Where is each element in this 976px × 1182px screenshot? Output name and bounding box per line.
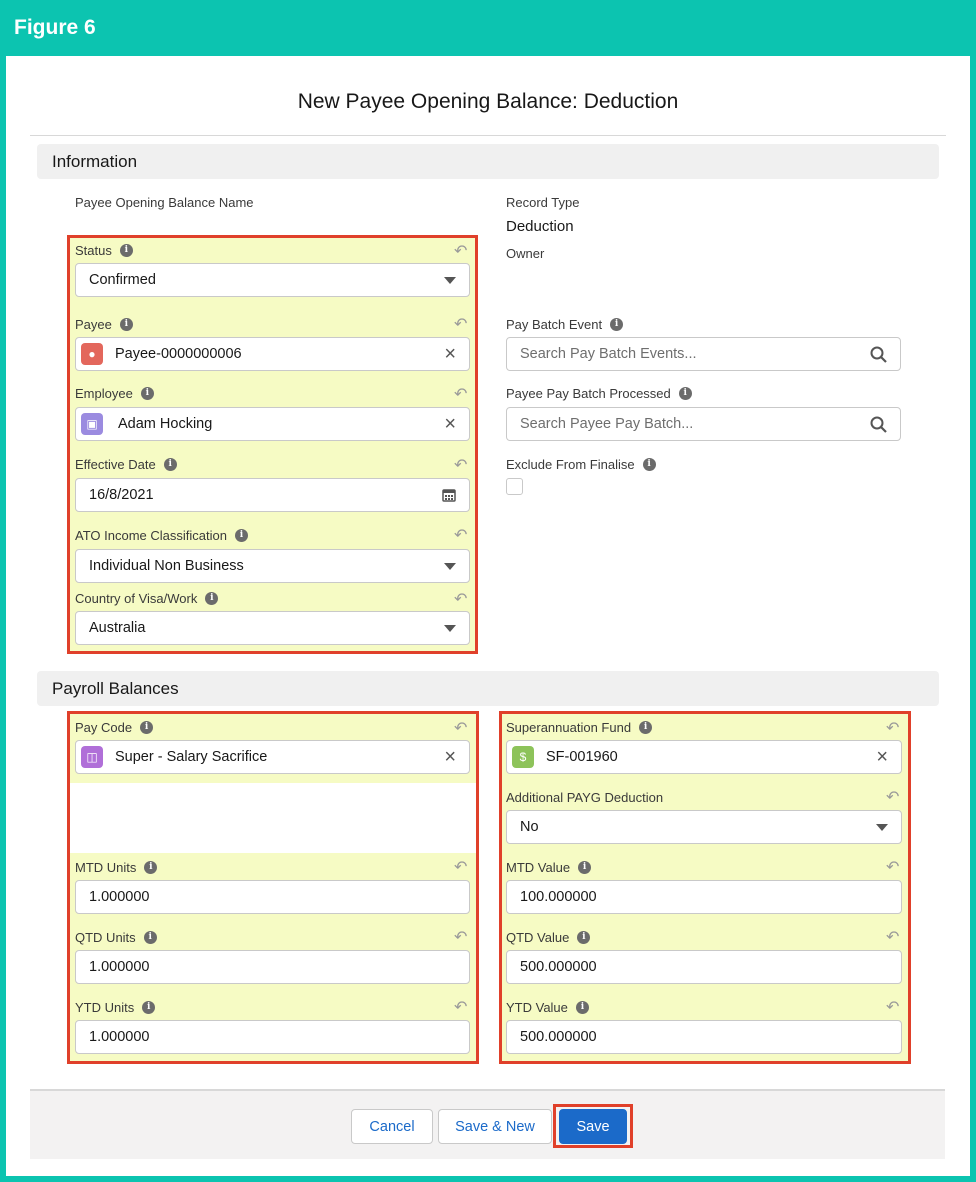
payee-record-icon: ● bbox=[81, 343, 103, 365]
pay-batch-event-label bbox=[506, 317, 623, 332]
info-icon[interactable]: i bbox=[205, 592, 218, 605]
qtd-value-value: 500.000000 bbox=[520, 959, 597, 975]
pay-code-value: Super - Salary Sacrifice bbox=[115, 749, 268, 765]
mtd-units-input[interactable] bbox=[75, 880, 470, 914]
super-fund-lookup[interactable] bbox=[506, 740, 902, 774]
employee-label bbox=[75, 386, 154, 401]
status-label-text: Status bbox=[75, 243, 112, 258]
balance-name-label: Payee Opening Balance Name bbox=[75, 195, 254, 210]
clear-icon[interactable]: × bbox=[876, 746, 888, 768]
record-type-label: Record Type bbox=[506, 195, 580, 210]
info-icon[interactable]: i bbox=[576, 1001, 589, 1014]
clear-icon[interactable]: × bbox=[444, 343, 456, 365]
title-divider bbox=[30, 135, 946, 136]
figure-label: Figure 6 bbox=[14, 16, 96, 39]
payg-select[interactable] bbox=[506, 810, 902, 844]
qtd-value-label bbox=[506, 930, 590, 945]
country-label-text: Country of Visa/Work bbox=[75, 591, 198, 606]
payee-pay-batch-label-text: Payee Pay Batch Processed bbox=[506, 386, 671, 401]
ato-value: Individual Non Business bbox=[89, 558, 244, 574]
chevron-down-icon bbox=[876, 824, 888, 831]
exclude-label-text: Exclude From Finalise bbox=[506, 457, 635, 472]
payee-value: Payee-0000000006 bbox=[115, 346, 242, 362]
ytd-units-value: 1.000000 bbox=[89, 1029, 150, 1045]
country-value: Australia bbox=[89, 620, 146, 636]
info-icon[interactable]: i bbox=[120, 244, 133, 257]
mtd-value-value: 100.000000 bbox=[520, 889, 597, 905]
pay-code-label-text: Pay Code bbox=[75, 720, 133, 735]
status-value: Confirmed bbox=[89, 272, 156, 288]
ato-label-text: ATO Income Classification bbox=[75, 528, 227, 543]
chevron-down-icon bbox=[444, 277, 456, 284]
record-type-value: Deduction bbox=[506, 218, 574, 235]
undo-icon[interactable]: ↶ bbox=[454, 527, 468, 544]
info-icon[interactable]: i bbox=[643, 458, 656, 471]
info-icon[interactable]: i bbox=[144, 931, 157, 944]
info-icon[interactable]: i bbox=[639, 721, 652, 734]
payee-pay-batch-label bbox=[506, 386, 692, 401]
mtd-units-label bbox=[75, 860, 157, 875]
super-fund-value: SF-001960 bbox=[546, 749, 618, 765]
undo-icon[interactable]: ↶ bbox=[454, 591, 468, 608]
undo-icon[interactable]: ↶ bbox=[454, 720, 468, 737]
payg-value: No bbox=[520, 819, 539, 835]
info-icon[interactable]: i bbox=[120, 318, 133, 331]
info-icon[interactable]: i bbox=[140, 721, 153, 734]
qtd-units-label-text: QTD Units bbox=[75, 930, 136, 945]
super-fund-record-icon: $ bbox=[512, 746, 534, 768]
ytd-units-label-text: YTD Units bbox=[75, 1000, 135, 1015]
employee-value: Adam Hocking bbox=[118, 416, 213, 432]
section-payroll-balances[interactable] bbox=[37, 671, 939, 706]
payee-pay-batch-search[interactable] bbox=[506, 407, 901, 441]
mtd-value-label-text: MTD Value bbox=[506, 860, 571, 875]
undo-icon[interactable]: ↶ bbox=[454, 316, 468, 333]
pay-code-label bbox=[75, 720, 153, 735]
ytd-value-label-text: YTD Value bbox=[506, 1000, 568, 1015]
super-fund-label bbox=[506, 720, 652, 735]
payee-label bbox=[75, 317, 133, 332]
section-title: Information bbox=[52, 152, 138, 171]
undo-icon[interactable]: ↶ bbox=[454, 859, 468, 876]
info-icon[interactable]: i bbox=[164, 458, 177, 471]
info-icon[interactable]: i bbox=[679, 387, 692, 400]
employee-record-icon: ▣ bbox=[81, 413, 103, 435]
qtd-value-input[interactable] bbox=[506, 950, 902, 984]
mtd-units-label-text: MTD Units bbox=[75, 860, 137, 875]
undo-icon[interactable]: ↶ bbox=[886, 789, 900, 806]
cancel-button[interactable]: Cancel bbox=[351, 1109, 433, 1144]
exclude-checkbox[interactable] bbox=[506, 478, 523, 495]
payee-pay-batch-placeholder: Search Payee Pay Batch... bbox=[520, 416, 694, 432]
qtd-units-input[interactable] bbox=[75, 950, 470, 984]
effective-date-input[interactable] bbox=[75, 478, 470, 512]
pay-batch-event-label-text: Pay Batch Event bbox=[506, 317, 603, 332]
chevron-down-icon bbox=[444, 625, 456, 632]
effective-date-label bbox=[75, 457, 177, 472]
payg-label-text: Additional PAYG Deduction bbox=[506, 790, 664, 805]
status-label bbox=[75, 243, 133, 258]
effective-date-label-text: Effective Date bbox=[75, 457, 156, 472]
owner-label: Owner bbox=[506, 246, 545, 261]
payg-label bbox=[506, 790, 663, 805]
ytd-units-input[interactable] bbox=[75, 1020, 470, 1054]
employee-lookup[interactable] bbox=[75, 407, 470, 441]
mtd-units-value: 1.000000 bbox=[89, 889, 150, 905]
info-icon[interactable]: i bbox=[578, 861, 591, 874]
ytd-value-value: 500.000000 bbox=[520, 1029, 597, 1045]
clear-icon[interactable]: × bbox=[444, 746, 456, 768]
save-button[interactable]: Save bbox=[559, 1109, 627, 1144]
undo-icon[interactable]: ↶ bbox=[454, 386, 468, 403]
ytd-units-label bbox=[75, 1000, 155, 1015]
ytd-value-label bbox=[506, 1000, 589, 1015]
qtd-value-label-text: QTD Value bbox=[506, 930, 570, 945]
search-icon[interactable] bbox=[870, 416, 887, 433]
undo-icon[interactable]: ↶ bbox=[454, 929, 468, 946]
undo-icon[interactable]: ↶ bbox=[886, 720, 900, 737]
super-fund-label-text: Superannuation Fund bbox=[506, 720, 632, 735]
payee-label-text: Payee bbox=[75, 317, 112, 332]
mtd-value-label bbox=[506, 860, 591, 875]
payee-lookup[interactable] bbox=[75, 337, 470, 371]
clear-icon[interactable]: × bbox=[444, 413, 456, 435]
chevron-down-icon bbox=[444, 563, 456, 570]
effective-date-value: 16/8/2021 bbox=[89, 487, 154, 503]
ato-select[interactable] bbox=[75, 549, 470, 583]
qtd-units-value: 1.000000 bbox=[89, 959, 150, 975]
pay-code-record-icon: ◫ bbox=[81, 746, 103, 768]
undo-icon[interactable]: ↶ bbox=[454, 243, 468, 260]
qtd-units-label bbox=[75, 930, 157, 945]
info-icon[interactable]: i bbox=[235, 529, 248, 542]
undo-icon[interactable]: ↶ bbox=[886, 929, 900, 946]
undo-icon[interactable]: ↶ bbox=[886, 859, 900, 876]
info-icon[interactable]: i bbox=[142, 1001, 155, 1014]
calendar-icon[interactable] bbox=[442, 488, 456, 502]
search-icon[interactable] bbox=[870, 346, 887, 363]
info-icon[interactable]: i bbox=[141, 387, 154, 400]
status-select[interactable] bbox=[75, 263, 470, 297]
section-information[interactable] bbox=[37, 144, 939, 179]
pay-batch-event-placeholder: Search Pay Batch Events... bbox=[520, 346, 697, 362]
undo-icon[interactable]: ↶ bbox=[886, 999, 900, 1016]
mtd-value-input[interactable] bbox=[506, 880, 902, 914]
figure-header bbox=[0, 0, 976, 56]
ytd-value-input[interactable] bbox=[506, 1020, 902, 1054]
modal-title: New Payee Opening Balance: Deduction bbox=[297, 90, 679, 113]
ato-label bbox=[75, 528, 248, 543]
info-icon[interactable]: i bbox=[144, 861, 157, 874]
country-select[interactable] bbox=[75, 611, 470, 645]
info-icon[interactable]: i bbox=[610, 318, 623, 331]
employee-label-text: Employee bbox=[75, 386, 133, 401]
undo-icon[interactable]: ↶ bbox=[454, 457, 468, 474]
country-label bbox=[75, 591, 218, 606]
exclude-label bbox=[506, 457, 656, 472]
save-and-new-button[interactable]: Save & New bbox=[438, 1109, 552, 1144]
pay-batch-event-search[interactable] bbox=[506, 337, 901, 371]
undo-icon[interactable]: ↶ bbox=[454, 999, 468, 1016]
info-icon[interactable]: i bbox=[577, 931, 590, 944]
pay-code-lookup[interactable] bbox=[75, 740, 470, 774]
section-title: Payroll Balances bbox=[52, 679, 179, 698]
